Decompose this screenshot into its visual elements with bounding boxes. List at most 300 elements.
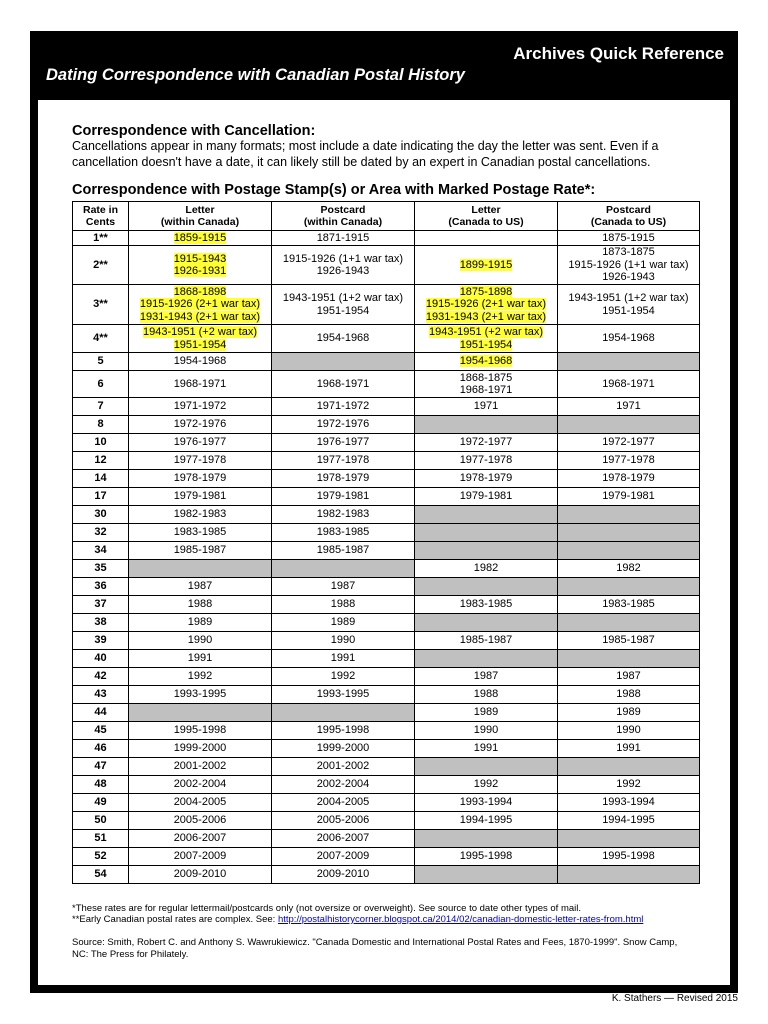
- date-range: 1989: [187, 616, 213, 629]
- date-range: 1926-1943: [602, 271, 655, 284]
- letter-canada-cell: [129, 506, 272, 524]
- document-title: Dating Correspondence with Canadian Postal History: [46, 66, 465, 84]
- date-range: 1972-1977: [459, 436, 513, 449]
- table-row: [73, 416, 700, 434]
- date-range: 1971: [473, 400, 499, 413]
- letter-canada-cell: [129, 578, 272, 596]
- date-range: 1993-1994: [459, 796, 513, 809]
- date-range: 1915-1926 (1+1 war tax): [568, 258, 689, 271]
- letter-canada-cell: [129, 704, 272, 722]
- table-row: [73, 578, 700, 596]
- table-row: [73, 506, 700, 524]
- letter-us-cell: [415, 231, 558, 246]
- date-range: 1977-1978: [459, 454, 513, 467]
- postcard-canada-cell: [272, 506, 415, 524]
- letter-us-cell: [415, 398, 558, 416]
- table-row: [73, 231, 700, 246]
- postcard-us-cell: [558, 812, 700, 830]
- date-range: 1868-1875: [459, 371, 513, 384]
- postcard-us-cell: [558, 542, 700, 560]
- letter-us-cell: [415, 632, 558, 650]
- letter-canada-cell: [129, 398, 272, 416]
- postcard-us-cell: [558, 848, 700, 866]
- date-range: 1968-1971: [316, 377, 370, 390]
- date-range: 1999-2000: [173, 742, 227, 755]
- letter-canada-cell: [129, 596, 272, 614]
- date-range: 1987: [187, 580, 213, 593]
- header-letter-canada: Letter (within Canada): [129, 202, 272, 231]
- letter-us-cell: [415, 758, 558, 776]
- postcard-canada-cell: [272, 848, 415, 866]
- rate-cell: 3**: [73, 285, 129, 325]
- postcard-us-cell: [558, 246, 700, 285]
- date-range: 1972-1976: [173, 418, 227, 431]
- letter-canada-cell: [129, 353, 272, 371]
- date-range: 1915-1943: [173, 252, 227, 265]
- date-range: 1991: [330, 652, 356, 665]
- letter-us-cell: [415, 488, 558, 506]
- rate-cell: 48: [73, 776, 129, 794]
- rate-cell: 45: [73, 722, 129, 740]
- date-range: 1915-1926 (2+1 war tax): [139, 298, 261, 311]
- letter-canada-cell: [129, 794, 272, 812]
- rate-cell: 14: [73, 470, 129, 488]
- table-row: [73, 560, 700, 578]
- letter-canada-cell: [129, 470, 272, 488]
- date-range: 1991: [473, 742, 499, 755]
- rate-cell: 35: [73, 560, 129, 578]
- rate-cell: 40: [73, 650, 129, 668]
- postcard-canada-cell: [272, 812, 415, 830]
- postcard-us-cell: [558, 371, 700, 398]
- table-row: [73, 686, 700, 704]
- rate-cell: 7: [73, 398, 129, 416]
- letter-us-cell: [415, 866, 558, 884]
- table-row: [73, 740, 700, 758]
- date-range: 1971-1972: [316, 400, 370, 413]
- letter-canada-cell: [129, 866, 272, 884]
- date-range: 1990: [616, 724, 641, 737]
- postcard-canada-cell: [272, 614, 415, 632]
- rate-cell: 52: [73, 848, 129, 866]
- rate-cell: 10: [73, 434, 129, 452]
- letter-us-cell: [415, 371, 558, 398]
- date-range: 1983-1985: [173, 526, 227, 539]
- date-range: 1926-1931: [173, 265, 227, 277]
- date-range: 1978-1979: [173, 472, 227, 485]
- postcard-us-cell: [558, 632, 700, 650]
- date-range: 2009-2010: [173, 868, 227, 881]
- letter-us-cell: [415, 740, 558, 758]
- letter-us-cell: [415, 542, 558, 560]
- date-range: 2009-2010: [316, 868, 370, 881]
- table-row: [73, 353, 700, 371]
- date-range: 1990: [187, 634, 213, 647]
- date-range: 1976-1977: [173, 436, 227, 449]
- postcard-canada-cell: [272, 596, 415, 614]
- postcard-us-cell: [558, 325, 700, 353]
- postcard-us-cell: [558, 704, 700, 722]
- postcard-us-cell: [558, 740, 700, 758]
- date-range: 2001-2002: [316, 760, 370, 773]
- date-range: 2001-2002: [173, 760, 227, 773]
- table-row: [73, 866, 700, 884]
- letter-canada-cell: [129, 560, 272, 578]
- date-range: 1983-1985: [602, 598, 655, 611]
- postcard-us-cell: [558, 668, 700, 686]
- date-range: 1988: [616, 688, 641, 701]
- table-row: [73, 722, 700, 740]
- postcard-us-cell: [558, 776, 700, 794]
- date-range: 1988: [187, 598, 213, 611]
- date-range: 1985-1987: [602, 634, 655, 647]
- date-range: 1982-1983: [173, 508, 227, 521]
- date-range: 1995-1998: [173, 724, 227, 737]
- postcard-us-cell: [558, 794, 700, 812]
- postcard-us-cell: [558, 470, 700, 488]
- postcard-canada-cell: [272, 704, 415, 722]
- postcard-us-cell: [558, 524, 700, 542]
- letter-us-cell: [415, 830, 558, 848]
- letter-canada-cell: [129, 740, 272, 758]
- postcard-us-cell: [558, 650, 700, 668]
- date-range: 2002-2004: [173, 778, 227, 791]
- date-range: 1991: [187, 652, 213, 665]
- postcard-us-cell: [558, 353, 700, 371]
- table-row: [73, 776, 700, 794]
- letter-us-cell: [415, 812, 558, 830]
- postcard-canada-cell: [272, 434, 415, 452]
- date-range: 2006-2007: [173, 832, 227, 845]
- letter-us-cell: [415, 560, 558, 578]
- table-row: [73, 371, 700, 398]
- date-range: 1977-1978: [316, 454, 370, 467]
- postcard-canada-cell: [272, 830, 415, 848]
- date-range: 1943-1951 (+2 war tax): [428, 326, 544, 338]
- date-range: 2005-2006: [173, 814, 227, 827]
- table-row: [73, 470, 700, 488]
- postcard-canada-cell: [272, 722, 415, 740]
- rate-cell: 49: [73, 794, 129, 812]
- date-range: 1978-1979: [316, 472, 370, 485]
- table-row: [73, 830, 700, 848]
- date-range: 1999-2000: [316, 742, 370, 755]
- postcard-canada-cell: [272, 452, 415, 470]
- postcard-canada-cell: [272, 398, 415, 416]
- rate-cell: 51: [73, 830, 129, 848]
- date-range: 1951-1954: [173, 338, 227, 351]
- letter-canada-cell: [129, 848, 272, 866]
- letter-us-cell: [415, 776, 558, 794]
- table-row: [73, 524, 700, 542]
- postcard-us-cell: [558, 578, 700, 596]
- rate-cell: 34: [73, 542, 129, 560]
- postcard-canada-cell: [272, 488, 415, 506]
- date-range: 1983-1985: [316, 526, 370, 539]
- date-range: 1979-1981: [602, 490, 655, 503]
- date-range: 1990: [473, 724, 499, 737]
- postcard-us-cell: [558, 686, 700, 704]
- letter-us-cell: [415, 848, 558, 866]
- table-row: [73, 285, 700, 325]
- header-letter-us: Letter (Canada to US): [415, 202, 558, 231]
- postcard-us-cell: [558, 285, 700, 325]
- postcard-canada-cell: [272, 371, 415, 398]
- date-range: 1875-1915: [602, 231, 655, 244]
- table-header-row: [73, 202, 700, 231]
- date-range: 1978-1979: [602, 472, 655, 485]
- date-range: 1989: [330, 616, 356, 629]
- date-range: 1979-1981: [316, 490, 370, 503]
- date-range: 1982: [616, 562, 641, 575]
- table-row: [73, 398, 700, 416]
- postcard-canada-cell: [272, 668, 415, 686]
- date-range: 1943-1951 (1+2 war tax): [568, 292, 689, 304]
- letter-canada-cell: [129, 686, 272, 704]
- rate-cell: 39: [73, 632, 129, 650]
- date-range: 1982-1983: [316, 508, 370, 521]
- rate-cell: 8: [73, 416, 129, 434]
- footnote-early-rates: **Early Canadian postal rates are complex. See: http://postalhistorycorner.blogspot.ca/2014/02/canadian-domestic-letter-rates-from.html: [72, 914, 644, 925]
- cancellation-heading: Correspondence with Cancellation:: [72, 123, 316, 139]
- date-range: 1915-1926 (2+1 war tax): [425, 298, 547, 311]
- date-range: 1871-1915: [316, 231, 370, 244]
- date-range: 1992: [473, 778, 499, 791]
- letter-us-cell: [415, 794, 558, 812]
- reference-title: Archives Quick Reference: [513, 44, 724, 63]
- date-range: 1985-1987: [459, 634, 513, 647]
- date-range: 1954-1968: [459, 355, 513, 368]
- letter-us-cell: [415, 452, 558, 470]
- letter-us-cell: [415, 416, 558, 434]
- date-range: 1943-1951 (+2 war tax): [142, 326, 258, 338]
- rate-cell: 12: [73, 452, 129, 470]
- date-range: 1995-1998: [459, 850, 513, 863]
- postcard-canada-cell: [272, 578, 415, 596]
- date-range: 1993-1994: [602, 796, 655, 809]
- date-range: 1926-1943: [316, 265, 370, 277]
- postcard-canada-cell: [272, 794, 415, 812]
- letter-canada-cell: [129, 231, 272, 246]
- date-range: 1979-1981: [459, 490, 513, 503]
- postcard-canada-cell: [272, 686, 415, 704]
- date-range: 1990: [330, 634, 356, 647]
- footnote-rates: *These rates are for regular lettermail/postcards only (not oversize or overweight). See source to date other types of mail.: [72, 903, 582, 914]
- date-range: 1993-1995: [316, 688, 370, 701]
- date-range: 1978-1979: [459, 472, 513, 485]
- letter-canada-cell: [129, 416, 272, 434]
- rate-cell: 50: [73, 812, 129, 830]
- postcard-us-cell: [558, 614, 700, 632]
- letter-us-cell: [415, 704, 558, 722]
- table-row: [73, 325, 700, 353]
- date-range: 2007-2009: [316, 850, 370, 863]
- date-range: 1968-1971: [602, 377, 655, 390]
- letter-us-cell: [415, 353, 558, 371]
- rate-cell: 47: [73, 758, 129, 776]
- date-range: 1977-1978: [173, 454, 227, 467]
- rate-cell: 4**: [73, 325, 129, 353]
- date-range: 1994-1995: [602, 814, 655, 827]
- rate-cell: 30: [73, 506, 129, 524]
- rate-cell: 17: [73, 488, 129, 506]
- letter-canada-cell: [129, 632, 272, 650]
- date-range: 1968-1971: [173, 377, 227, 390]
- postcard-canada-cell: [272, 542, 415, 560]
- date-range: 1954-1968: [316, 332, 370, 345]
- table-row: [73, 452, 700, 470]
- letter-canada-cell: [129, 614, 272, 632]
- source-citation: Source: Smith, Robert C. and Anthony S. Wawrukiewicz. "Canada Domestic and International Postal Rates and Fees, 1870-1999". Snow Camp, NC: The Press for Philately.: [72, 937, 678, 960]
- date-range: 1995-1998: [602, 850, 655, 863]
- date-range: 1954-1968: [602, 332, 655, 345]
- table-row: [73, 488, 700, 506]
- date-range: 1899-1915: [459, 258, 513, 271]
- author-credit: K. Stathers — Revised 2015: [611, 993, 738, 1004]
- rate-cell: 46: [73, 740, 129, 758]
- table-row: [73, 650, 700, 668]
- letter-canada-cell: [129, 812, 272, 830]
- date-range: 2004-2005: [173, 796, 227, 809]
- letter-us-cell: [415, 668, 558, 686]
- letter-canada-cell: [129, 542, 272, 560]
- postcard-canada-cell: [272, 246, 415, 285]
- date-range: 1987: [473, 670, 499, 683]
- rate-cell: 5: [73, 353, 129, 371]
- letter-canada-cell: [129, 285, 272, 325]
- postcard-canada-cell: [272, 470, 415, 488]
- postcard-us-cell: [558, 722, 700, 740]
- letter-us-cell: [415, 722, 558, 740]
- rate-cell: 2**: [73, 246, 129, 285]
- rate-cell: 43: [73, 686, 129, 704]
- letter-canada-cell: [129, 650, 272, 668]
- postcard-canada-cell: [272, 776, 415, 794]
- letter-us-cell: [415, 596, 558, 614]
- letter-us-cell: [415, 650, 558, 668]
- letter-canada-cell: [129, 758, 272, 776]
- postcard-canada-cell: [272, 231, 415, 246]
- postcard-us-cell: [558, 758, 700, 776]
- date-range: 1971: [616, 400, 641, 413]
- date-range: 1951-1954: [602, 304, 655, 317]
- date-range: 1985-1987: [316, 544, 370, 557]
- date-range: 1972-1976: [316, 418, 370, 431]
- date-range: 2005-2006: [316, 814, 370, 827]
- date-range: 1972-1977: [602, 436, 655, 449]
- date-range: 1951-1954: [316, 304, 370, 317]
- letter-us-cell: [415, 434, 558, 452]
- date-range: 1979-1981: [173, 490, 227, 503]
- table-row: [73, 812, 700, 830]
- rate-cell: 54: [73, 866, 129, 884]
- table-row: [73, 794, 700, 812]
- header-postcard-us: Postcard (Canada to US): [558, 202, 700, 231]
- date-range: 1992: [616, 778, 641, 791]
- date-range: 2004-2005: [316, 796, 370, 809]
- postcard-us-cell: [558, 506, 700, 524]
- table-body: [73, 231, 700, 884]
- letter-us-cell: [415, 506, 558, 524]
- letter-canada-cell: [129, 246, 272, 285]
- date-range: 1989: [616, 706, 641, 719]
- postcard-canada-cell: [272, 650, 415, 668]
- header-rate: Rate in Cents: [73, 202, 129, 231]
- table-row: [73, 246, 700, 285]
- postcard-us-cell: [558, 434, 700, 452]
- letter-canada-cell: [129, 668, 272, 686]
- date-range: 1994-1995: [459, 814, 513, 827]
- header-postcard-canada: Postcard (within Canada): [272, 202, 415, 231]
- postcard-canada-cell: [272, 285, 415, 325]
- postcard-canada-cell: [272, 866, 415, 884]
- table-row: [73, 848, 700, 866]
- letter-us-cell: [415, 524, 558, 542]
- date-range: 1977-1978: [602, 454, 655, 467]
- date-range: 1968-1971: [459, 384, 513, 396]
- letter-canada-cell: [129, 371, 272, 398]
- date-range: 1987: [330, 580, 356, 593]
- date-range: 2007-2009: [173, 850, 227, 863]
- rate-cell: 36: [73, 578, 129, 596]
- date-range: 1992: [187, 670, 213, 683]
- date-range: 1931-1943 (2+1 war tax): [425, 310, 547, 323]
- postage-stamp-heading: Correspondence with Postage Stamp(s) or Area with Marked Postage Rate*:: [72, 182, 596, 198]
- postcard-us-cell: [558, 866, 700, 884]
- date-range: 1989: [473, 706, 499, 719]
- date-range: 1988: [330, 598, 356, 611]
- cancellation-text: Cancellations appear in many formats; most include a date indicating the day the letter was sent. Even if a cancellation doesn't have a date, it can likely still be dated by an expert in Canadian postal cancellations.: [72, 139, 659, 169]
- date-range: 1915-1926 (1+1 war tax): [282, 252, 404, 265]
- date-range: 1982: [473, 562, 499, 575]
- letter-us-cell: [415, 614, 558, 632]
- letter-us-cell: [415, 246, 558, 285]
- letter-canada-cell: [129, 830, 272, 848]
- postcard-canada-cell: [272, 740, 415, 758]
- date-range: 1987: [616, 670, 641, 683]
- date-range: 1976-1977: [316, 436, 370, 449]
- date-range: 1988: [473, 688, 499, 701]
- date-range: 1873-1875: [602, 246, 655, 259]
- date-range: 1992: [330, 670, 356, 683]
- postcard-canada-cell: [272, 353, 415, 371]
- date-range: 1971-1972: [173, 400, 227, 413]
- postcard-canada-cell: [272, 325, 415, 353]
- rate-cell: 32: [73, 524, 129, 542]
- letter-canada-cell: [129, 452, 272, 470]
- rate-cell: 44: [73, 704, 129, 722]
- date-range: 1943-1951 (1+2 war tax): [282, 292, 404, 304]
- table-row: [73, 668, 700, 686]
- date-range: 1875-1898: [459, 285, 513, 298]
- postcard-canada-cell: [272, 560, 415, 578]
- letter-canada-cell: [129, 722, 272, 740]
- table-row: [73, 758, 700, 776]
- table-row: [73, 434, 700, 452]
- letter-canada-cell: [129, 325, 272, 353]
- postal-history-link[interactable]: http://postalhistorycorner.blogspot.ca/2014/02/canadian-domestic-letter-rates-from.html: [277, 914, 644, 925]
- date-range: 2002-2004: [316, 778, 370, 791]
- postcard-canada-cell: [272, 416, 415, 434]
- postcard-us-cell: [558, 830, 700, 848]
- date-range: 1859-1915: [173, 231, 227, 244]
- postcard-us-cell: [558, 488, 700, 506]
- letter-us-cell: [415, 578, 558, 596]
- postcard-us-cell: [558, 596, 700, 614]
- table-row: [73, 632, 700, 650]
- postcard-us-cell: [558, 416, 700, 434]
- rate-cell: 6: [73, 371, 129, 398]
